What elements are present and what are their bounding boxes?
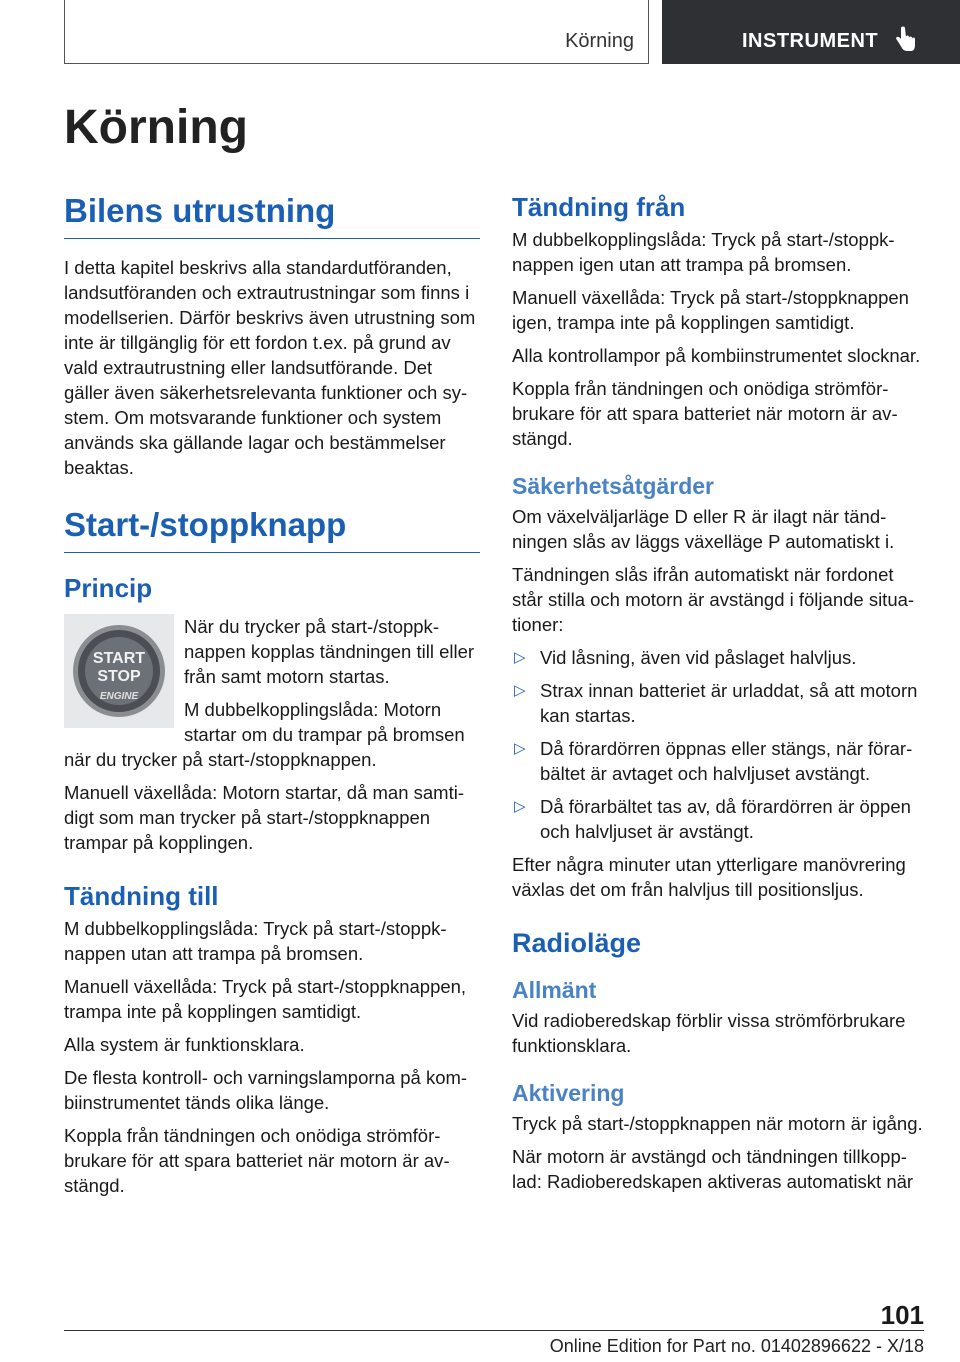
- triangle-bullet-icon: ▷: [514, 740, 526, 757]
- paragraph-sak-1: Om växelväljarläge D eller R är ilagt när tändningen slås av läggs växelläge P automatiskt i.: [512, 506, 895, 552]
- paragraph-sak-2: Tändningen slås ifrån automatiskt när fordonet står stilla och motorn är avstängd i följande situationer:: [512, 564, 915, 635]
- paragraph-akt-2: När motorn är avstängd och tändningen tillkopplad: Radioberedskapen aktiveras automatiskt när: [512, 1146, 914, 1192]
- paragraph-till-4: De flesta kontroll- och varningslamporna på kombiinstrumentet tänds olika länge.: [64, 1067, 468, 1113]
- heading-aktivering: Aktivering: [512, 1080, 625, 1106]
- bullet-text: Då förardörren öppnas eller stängs, när förarbältet är avtaget och halvljuset avstängt.: [540, 738, 913, 784]
- button-label-engine: ENGINE: [99, 691, 139, 702]
- heading-allmant: Allmänt: [512, 977, 597, 1003]
- paragraph-till-5: Koppla från tändningen och onödiga strömförbrukare för att spara batteriet när motorn är avstängd.: [64, 1125, 450, 1196]
- heading-sakerhetsatgarder: Säkerhetsåtgärder: [512, 473, 714, 499]
- paragraph-princip-1: När du trycker på start-/stoppknappen kopplas tändningen till eller från samt motorn startas.: [184, 616, 475, 687]
- header-section-box: [662, 0, 960, 64]
- paragraph-fran-1: M dubbelkopplingslåda: Tryck på start-/stoppknappen igen utan att trampa på bromsen.: [512, 229, 895, 275]
- heading-radiolage: Radioläge: [512, 928, 642, 958]
- list-item: [512, 736, 928, 786]
- pointing-hand-icon: [894, 26, 916, 52]
- paragraph-princip-3: Manuell växellåda: Motorn startar, då man samtidigt som man trycker på start-/stoppknappen trampar på kopplingen.: [64, 782, 464, 853]
- start-stop-engine-icon: [71, 623, 167, 719]
- header-chapter: Körning: [565, 30, 634, 52]
- paragraph-bilens: I detta kapitel beskrivs alla standardutföranden, landsutföranden och extrautrustningar som finns i modellserien. Därför beskrivs även utrustning som inte är tillgänglig för ett fordon t.ex. på grund av vald extrautrustning eller landsutförande. Det gäller även säkerhetsrelevanta funktioner och system. Om motsvarande funktioner och system används ska gällande lagar och bestämmelser beaktas.: [64, 257, 476, 478]
- bilens-heading-rule: [64, 192, 480, 239]
- header-chapter-box: [64, 0, 649, 64]
- heading-tandning-till: Tändning till: [64, 881, 219, 911]
- list-item: [512, 645, 928, 670]
- start-heading-rule: [64, 506, 480, 553]
- footer-edition: Online Edition for Part no. 01402896622 - X/18: [549, 1336, 924, 1356]
- triangle-bullet-icon: ▷: [514, 798, 526, 815]
- bullet-text: Då förarbältet tas av, då förardörren är öppen och halvljuset är avstängt.: [540, 796, 911, 842]
- heading-princip: Princip: [64, 573, 153, 603]
- paragraph-sak-3: Efter några minuter utan ytterligare manövrering växlas det om från halvljus till positionsljus.: [512, 854, 906, 900]
- paragraph-princip-2: M dubbelkopplingslåda: Motorn startar om du trampar på bromsen när du trycker på start-/stoppknappen.: [64, 699, 465, 770]
- page-title: Körning: [64, 101, 248, 154]
- start-stop-button-image: [64, 614, 174, 728]
- heading-tandning-fran: Tändning från: [512, 192, 686, 222]
- bullet-list: [512, 645, 928, 844]
- heading-start-stoppknapp: Start-/stoppknapp: [64, 506, 347, 543]
- paragraph-allmant: Vid radioberedskap förblir vissa strömförbrukare funktionsklara.: [512, 1010, 906, 1056]
- paragraph-till-3: Alla system är funktionsklara.: [64, 1034, 305, 1055]
- list-item: [512, 678, 928, 728]
- triangle-bullet-icon: ▷: [514, 649, 526, 666]
- page-number: 101: [880, 1300, 924, 1330]
- footer-divider: [64, 1330, 924, 1331]
- paragraph-fran-4: Koppla från tändningen och onödiga strömförbrukare för att spara batteriet när motorn är avstängd.: [512, 378, 898, 449]
- paragraph-fran-2: Manuell växellåda: Tryck på start-/stoppknappen igen, trampa inte på kopplingen samtidigt.: [512, 287, 909, 333]
- button-label-stop: STOP: [97, 668, 141, 685]
- right-column: [512, 192, 928, 1202]
- paragraph-akt-1: Tryck på start-/stoppknappen när motorn är igång.: [512, 1113, 923, 1134]
- bullet-text: Vid låsning, även vid påslaget halvljus.: [540, 647, 857, 668]
- paragraph-fran-3: Alla kontrollampor på kombiinstrumentet slocknar.: [512, 345, 921, 366]
- triangle-bullet-icon: ▷: [514, 682, 526, 699]
- header-section: INSTRUMENT: [742, 30, 879, 52]
- button-label-start: START: [92, 650, 146, 667]
- paragraph-till-1: M dubbelkopplingslåda: Tryck på start-/stoppknappen utan att trampa på bromsen.: [64, 918, 447, 964]
- heading-bilens-utrustning: Bilens utrustning: [64, 192, 336, 229]
- paragraph-till-2: Manuell växellåda: Tryck på start-/stoppknappen, trampa inte på kopplingen samtidigt.: [64, 976, 467, 1022]
- bullet-text: Strax innan batteriet är urladdat, så att motorn kan startas.: [540, 680, 918, 726]
- left-column: [64, 192, 480, 1206]
- list-item: [512, 794, 928, 844]
